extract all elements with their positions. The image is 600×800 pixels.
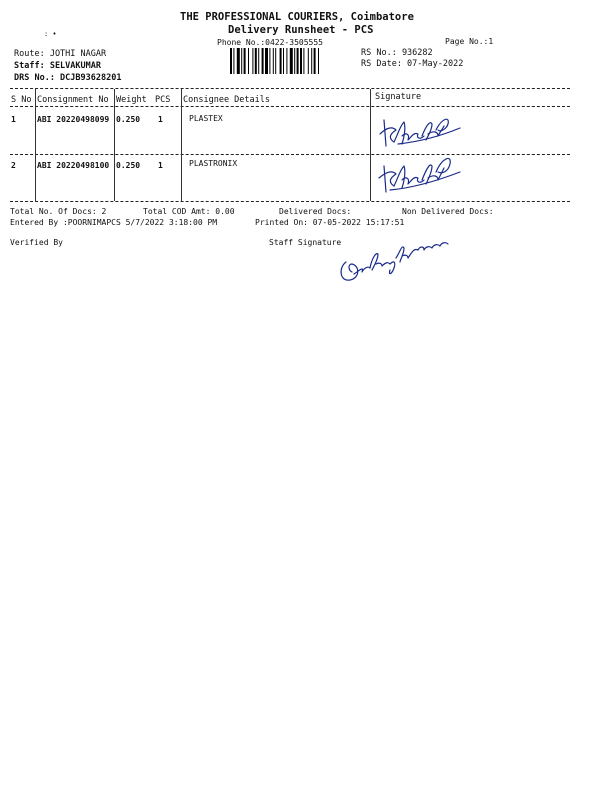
- barcode-bar: [286, 48, 287, 74]
- column-divider: [35, 89, 36, 201]
- barcode-bar: [237, 48, 240, 74]
- document-title: Delivery Runsheet - PCS: [228, 24, 374, 36]
- row-weight: 0.250: [116, 115, 141, 124]
- row-consignee: PLASTRONIX: [189, 159, 238, 168]
- barcode-bar: [280, 48, 282, 74]
- barcode-bar: [255, 48, 257, 74]
- barcode-bar: [275, 48, 276, 74]
- stray-marks: : •: [44, 30, 57, 38]
- row-consignment: ABI 20220498099: [37, 115, 110, 124]
- barcode-bar: [252, 48, 253, 74]
- barcode-bar: [303, 48, 304, 74]
- row-consignment: ABI 20220498100: [37, 161, 110, 170]
- recipient-signature: [376, 112, 466, 154]
- barcode-bar: [283, 48, 284, 74]
- barcode-bar: [290, 48, 293, 74]
- col-header-consignee: Consignee Details: [183, 95, 270, 105]
- barcode-bar: [265, 48, 268, 74]
- barcode-bar: [269, 48, 270, 74]
- row-weight: 0.250: [116, 161, 141, 170]
- table-top-rule: [10, 88, 570, 89]
- barcode-bar: [314, 48, 316, 74]
- barcode-bar: [300, 48, 302, 74]
- barcode-bar: [230, 48, 232, 74]
- non-delivered-docs: Non Delivered Docs:: [402, 207, 494, 216]
- barcode-bar: [318, 48, 319, 74]
- rs-number: RS No.: 936282: [361, 48, 433, 58]
- barcode-bar: [311, 48, 312, 74]
- table-bottom-rule: [10, 201, 570, 202]
- barcode-bar: [233, 48, 234, 74]
- col-header-sno: S No: [11, 95, 32, 105]
- barcode-bar: [294, 48, 295, 74]
- barcode-bar: [262, 48, 264, 74]
- col-header-signature: Signature: [375, 92, 422, 102]
- company-name: THE PROFESSIONAL COURIERS, Coimbatore: [180, 11, 414, 23]
- verified-by-label: Verified By: [10, 238, 63, 247]
- recipient-signature: [376, 152, 466, 198]
- barcode-bar: [258, 48, 259, 74]
- barcode-bar: [297, 48, 299, 74]
- row-sno: 2: [11, 161, 16, 170]
- row-pcs: 1: [158, 161, 163, 170]
- total-docs: Total No. Of Docs: 2: [10, 207, 107, 216]
- row-pcs: 1: [158, 115, 163, 124]
- col-header-weight: Weight: [116, 95, 147, 105]
- barcode-bar: [244, 48, 246, 74]
- staff-label: Staff: SELVAKUMAR: [14, 61, 101, 71]
- rs-date: RS Date: 07-May-2022: [361, 59, 464, 69]
- staff-signature-label: Staff Signature: [269, 238, 342, 247]
- header-rule: [10, 106, 570, 107]
- page-number: Page No.:1: [445, 37, 494, 46]
- row-separator: [10, 154, 570, 155]
- barcode-bar: [241, 48, 242, 74]
- row-consignee: PLASTEX: [189, 114, 223, 123]
- printed-on: Printed On: 07-05-2022 15:17:51: [255, 218, 405, 227]
- route-label: Route: JOTHI NAGAR: [14, 49, 107, 59]
- entered-by: Entered By :POORNIMAPCS 5/7/2022 3:18:00 PM: [10, 218, 218, 227]
- delivered-docs: Delivered Docs:: [279, 207, 352, 216]
- phone-number: Phone No.:0422-3505555: [217, 38, 323, 47]
- barcode-bar: [248, 48, 249, 74]
- total-cod-amount: Total COD Amt: 0.00: [143, 207, 235, 216]
- col-header-consignment: Consignment No: [37, 95, 109, 105]
- barcode: [230, 48, 356, 74]
- column-divider: [114, 89, 115, 201]
- row-sno: 1: [11, 115, 16, 124]
- column-divider: [181, 89, 182, 201]
- column-divider: [370, 89, 371, 201]
- barcode-bar: [308, 48, 309, 74]
- col-header-pcs: PCS: [155, 95, 171, 105]
- barcode-bar: [273, 48, 274, 74]
- staff-signature: [334, 234, 456, 290]
- drs-number: DRS No.: DCJB93628201: [14, 73, 122, 83]
